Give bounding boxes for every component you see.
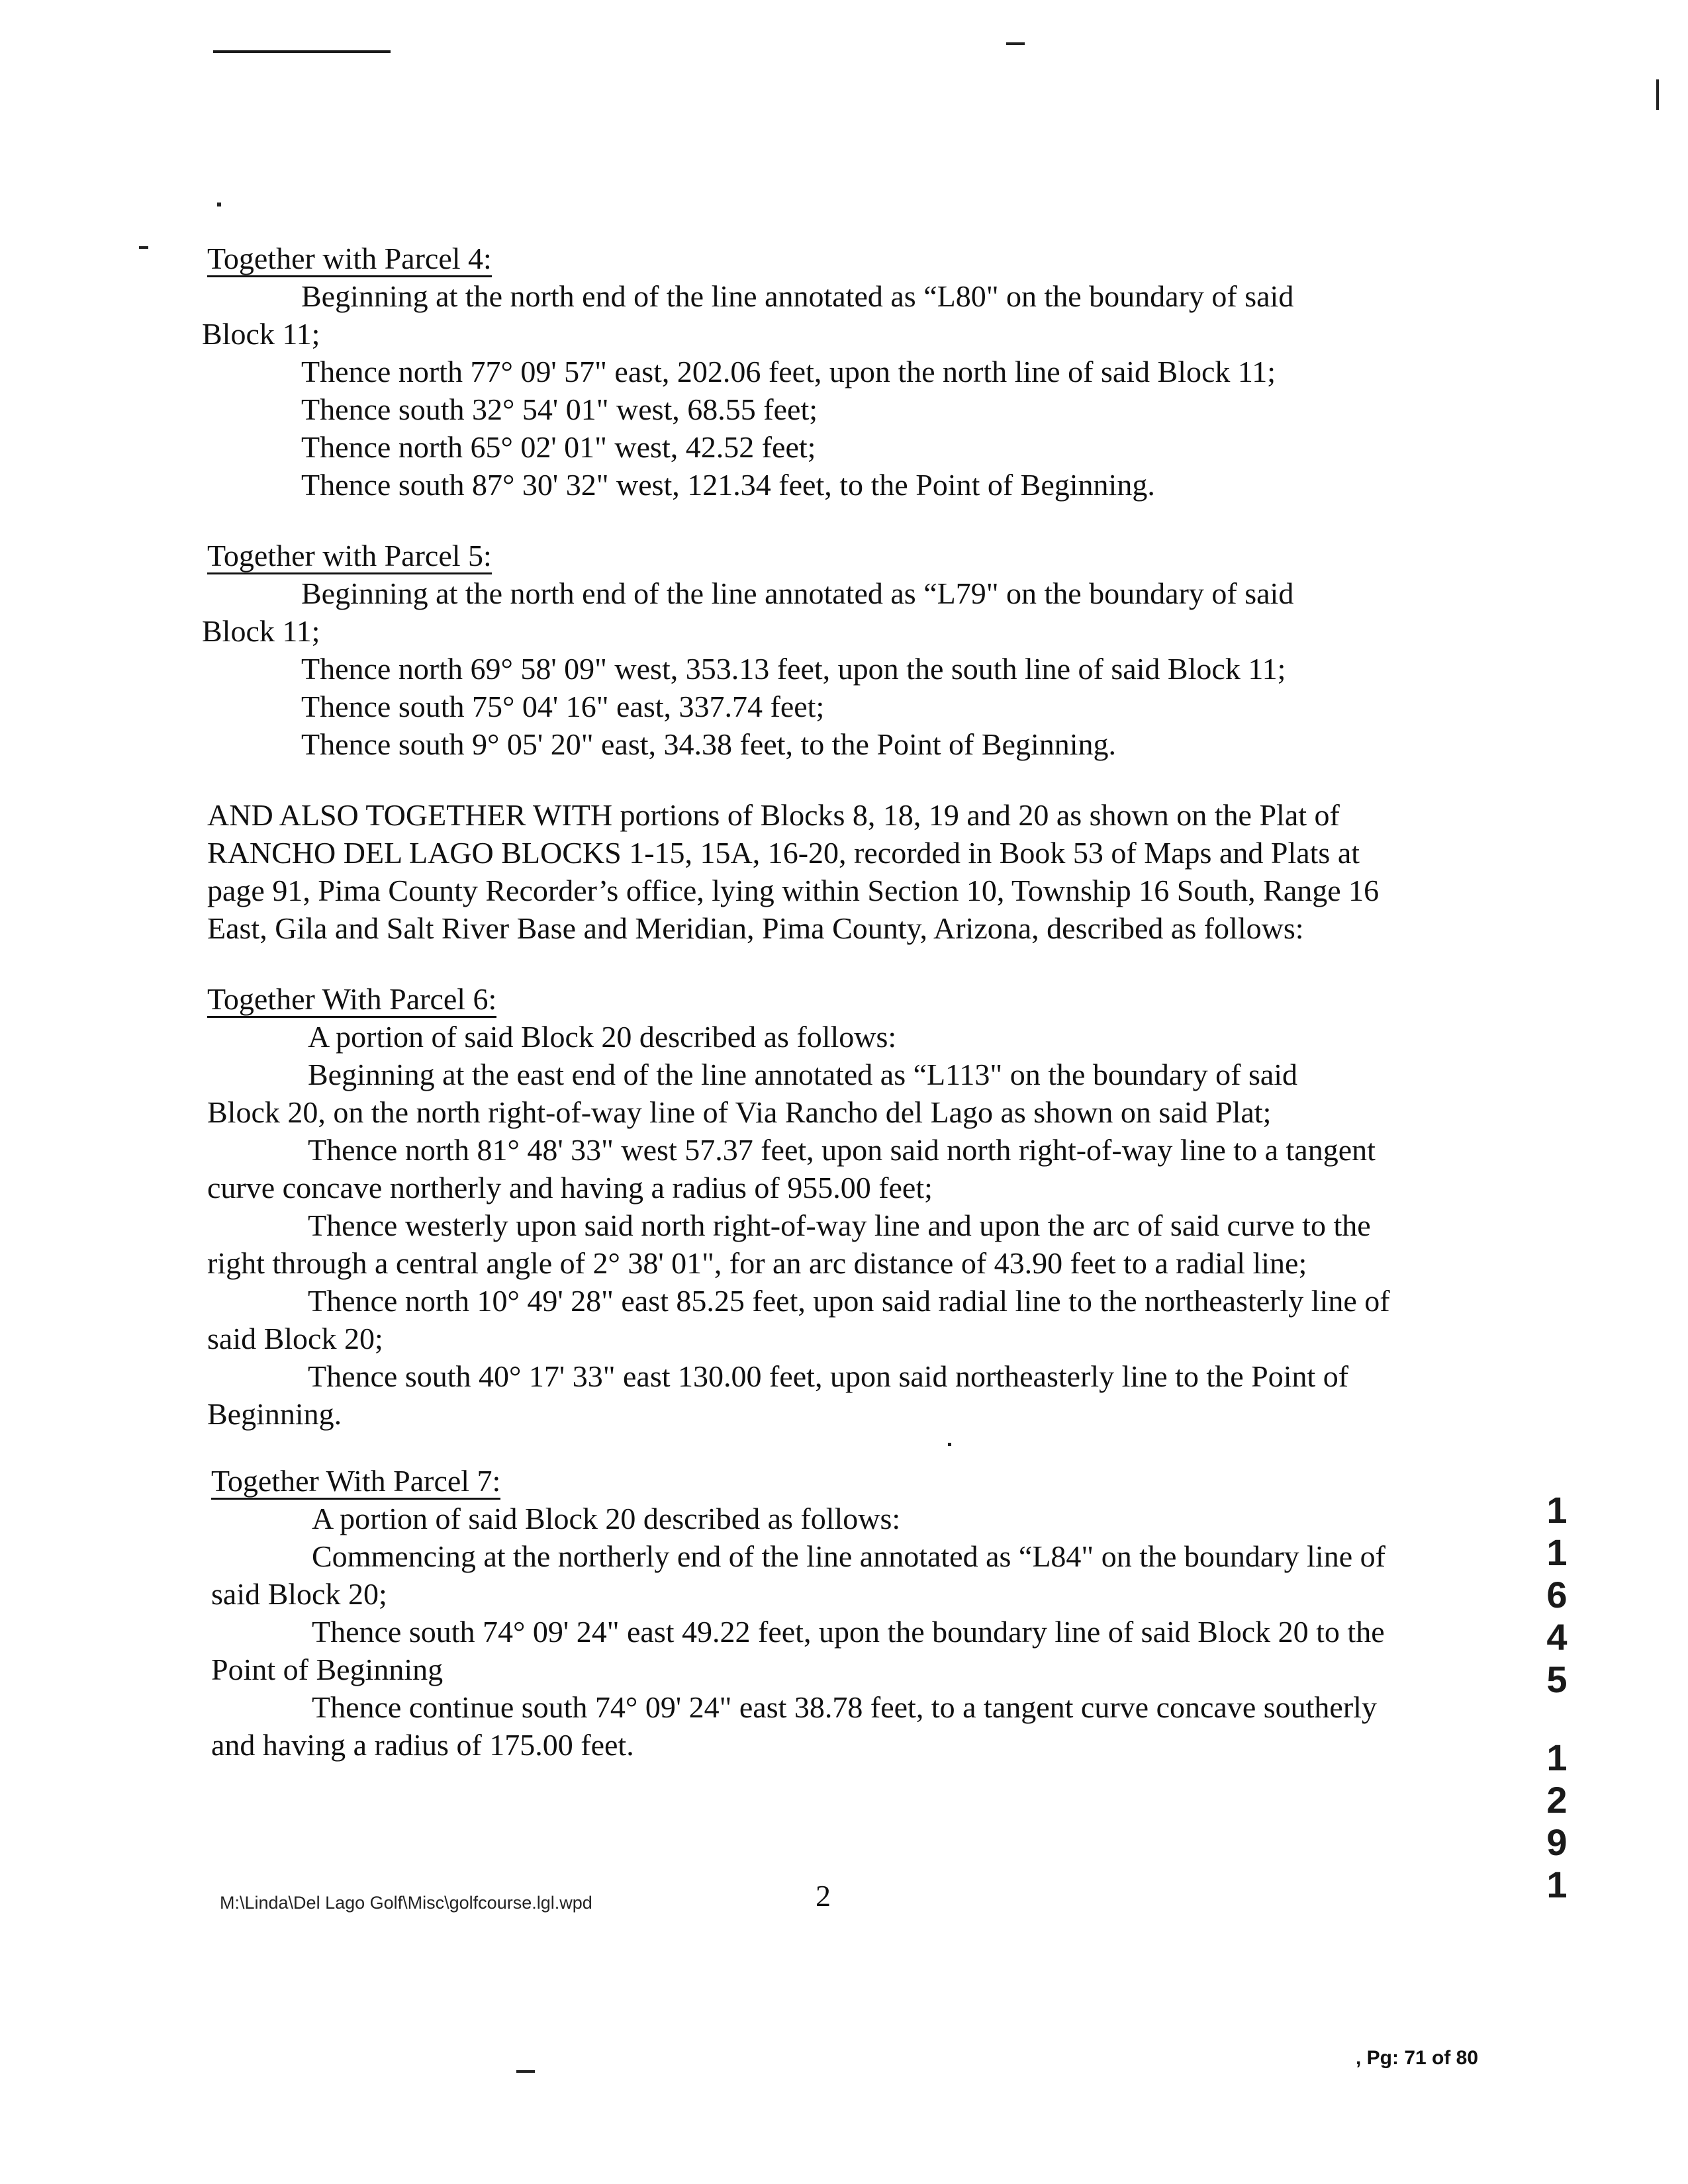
page-number: 2 [816, 1879, 831, 1913]
text-line: Point of Beginning [211, 1653, 444, 1686]
text-line: Thence south 9° 05' 20" east, 34.38 feet, to the Point of Beginning. [301, 727, 1117, 761]
scan-speck [516, 2070, 535, 2073]
stamp-digit: 2 [1546, 1779, 1568, 1821]
text-line: Thence north 69° 58' 09" west, 353.13 feet, upon the south line of said Block 11; [301, 652, 1286, 686]
stamp-digit: 4 [1546, 1616, 1568, 1658]
text-line: Beginning at the east end of the line annotated as “L113" on the boundary of said [308, 1058, 1298, 1091]
scan-speck [217, 203, 221, 206]
document-body [202, 240, 1420, 1764]
text-line: Thence south 87° 30' 32" west, 121.34 feet, to the Point of Beginning. [301, 468, 1155, 502]
scan-speck [139, 246, 148, 249]
text-line: Thence south 75° 04' 16" east, 337.74 feet; [301, 690, 825, 723]
text-line: Thence north 77° 09' 57" east, 202.06 feet, upon the north line of said Block 11; [301, 355, 1276, 388]
record-page-stamp: , Pg: 71 of 80 [1356, 2047, 1479, 2069]
stamp-digit: 1 [1546, 1489, 1568, 1531]
text-line: Block 11; [202, 614, 320, 648]
text-line: said Block 20; [211, 1577, 387, 1611]
scan-speck [1656, 79, 1659, 110]
text-line: Beginning. [207, 1397, 342, 1431]
text-line: Thence north 10° 49' 28" east 85.25 feet, upon said radial line to the northeasterly line of [308, 1284, 1390, 1318]
text-line: Thence north 81° 48' 33" west 57.37 feet, upon said north right-of-way line to a tangent [308, 1133, 1376, 1167]
text-line: A portion of said Block 20 described as follows: [312, 1502, 901, 1535]
and-also-clause [202, 796, 1420, 947]
stamp-digit: 6 [1546, 1574, 1568, 1615]
text-line: and having a radius of 175.00 feet. [211, 1728, 634, 1762]
text-line: East, Gila and Salt River Base and Meridian, Pima County, Arizona, described as follows: [207, 911, 1304, 945]
text-line: Thence westerly upon said north right-of-way line and upon the arc of said curve to the [308, 1208, 1371, 1242]
text-line: Beginning at the north end of the line annotated as “L80" on the boundary of said [301, 279, 1294, 313]
parcel-5-heading: Together with Parcel 5: [207, 539, 492, 574]
text-line: AND ALSO TOGETHER WITH portions of Blocks 8, 18, 19 and 20 as shown on the Plat of [207, 798, 1340, 832]
footer-file-path: M:\Linda\Del Lago Golf\Misc\golfcourse.lgl.wpd [220, 1893, 592, 1913]
text-line: A portion of said Block 20 described as follows: [308, 1020, 897, 1054]
text-line: said Block 20; [207, 1322, 383, 1355]
text-line: right through a central angle of 2° 38' 01", for an arc distance of 43.90 feet to a radial line; [207, 1246, 1307, 1280]
text-line: curve concave northerly and having a radius of 955.00 feet; [207, 1171, 933, 1205]
text-line: Block 11; [202, 317, 320, 351]
text-line: Thence south 32° 54' 01" west, 68.55 feet; [301, 392, 818, 426]
text-line: Thence continue south 74° 09' 24" east 38.78 feet, to a tangent curve concave southerly [312, 1690, 1377, 1724]
text-line: page 91, Pima County Recorder’s office, lying within Section 10, Township 16 South, Range 16 [207, 874, 1380, 907]
text-line: RANCHO DEL LAGO BLOCKS 1-15, 15A, 16-20, recorded in Book 53 of Maps and Plats at [207, 836, 1360, 870]
text-line: Thence south 74° 09' 24" east 49.22 feet, upon the boundary line of said Block 20 to the [312, 1615, 1385, 1649]
recording-stamp [1537, 1489, 1577, 1906]
stamp-digit: 1 [1546, 1531, 1568, 1573]
text-line: Beginning at the north end of the line annotated as “L79" on the boundary of said [301, 576, 1294, 610]
text-line: Thence north 65° 02' 01" west, 42.52 feet; [301, 430, 816, 464]
stamp-digit: 5 [1546, 1659, 1568, 1700]
parcel-4 [202, 240, 1420, 504]
stamp-digit: 1 [1546, 1864, 1568, 1905]
stamp-digit: 1 [1546, 1737, 1568, 1778]
parcel-5 [202, 537, 1420, 763]
parcel-4-heading: Together with Parcel 4: [207, 242, 492, 277]
top-rule [213, 50, 391, 53]
parcel-7-heading: Together With Parcel 7: [211, 1465, 500, 1500]
text-line: Thence south 40° 17' 33" east 130.00 feet, upon said northeasterly line to the Point of [308, 1359, 1349, 1393]
parcel-6 [202, 980, 1420, 1433]
stamp-digit: 9 [1546, 1821, 1568, 1863]
parcel-6-heading: Together With Parcel 6: [207, 983, 496, 1018]
parcel-7 [202, 1462, 1420, 1764]
text-line: Commencing at the northerly end of the line annotated as “L84" on the boundary line of [312, 1539, 1385, 1573]
text-line: Block 20, on the north right-of-way line of Via Rancho del Lago as shown on said Plat; [207, 1095, 1272, 1129]
scan-speck [1006, 42, 1025, 45]
